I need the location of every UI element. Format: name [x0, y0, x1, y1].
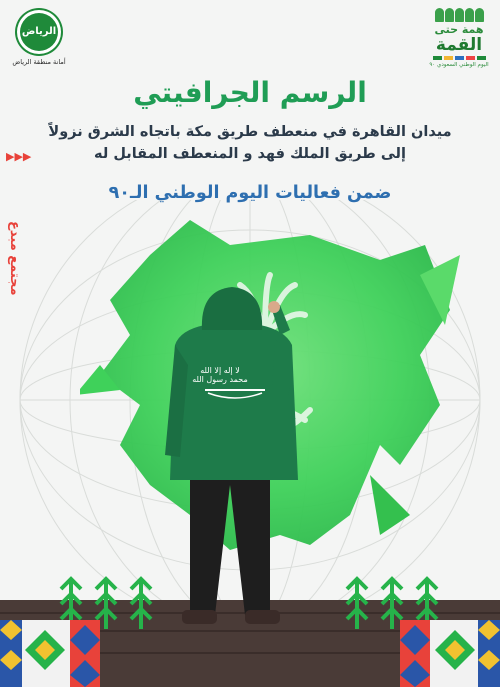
- logo-caption: أمانة منطقة الرياض: [12, 58, 66, 66]
- event-subtitle: ضمن فعاليات اليوم الوطني الـ٩٠: [108, 183, 392, 203]
- location-line1: ميدان القاهرة في منعطف طريق مكة باتجاه الشرق نزولاً: [48, 124, 452, 140]
- sadu-pattern-right: [400, 620, 500, 687]
- color-stripes: [426, 56, 492, 60]
- graffiti-artist: [160, 285, 310, 635]
- emblem-word: الرياض: [21, 26, 57, 37]
- national-day-logo: [426, 8, 492, 68]
- crowd-icon: [426, 8, 492, 24]
- page-title: الرسم الجرافيتي: [133, 76, 367, 109]
- arrows-icon: [6, 150, 31, 163]
- side-arrows: ▶▶▶: [6, 150, 32, 163]
- riyadh-municipality-logo: [10, 10, 68, 66]
- logo-line3: اليوم الوطني السعودي ٩٠: [429, 62, 489, 68]
- side-tag-text: مجتمع مبدع: [7, 221, 22, 296]
- location-line2: إلى طريق الملك فهد و المنعطف المقابل له: [94, 146, 406, 162]
- hoodie-shahada-text: لا إله إلا الله محمد رسول الله: [192, 366, 248, 384]
- logo-line1: همة حتى: [434, 23, 484, 36]
- riyadh-emblem-icon: [17, 10, 61, 54]
- sadu-pattern-left: [0, 620, 100, 687]
- logo-line2: القمة: [435, 35, 483, 55]
